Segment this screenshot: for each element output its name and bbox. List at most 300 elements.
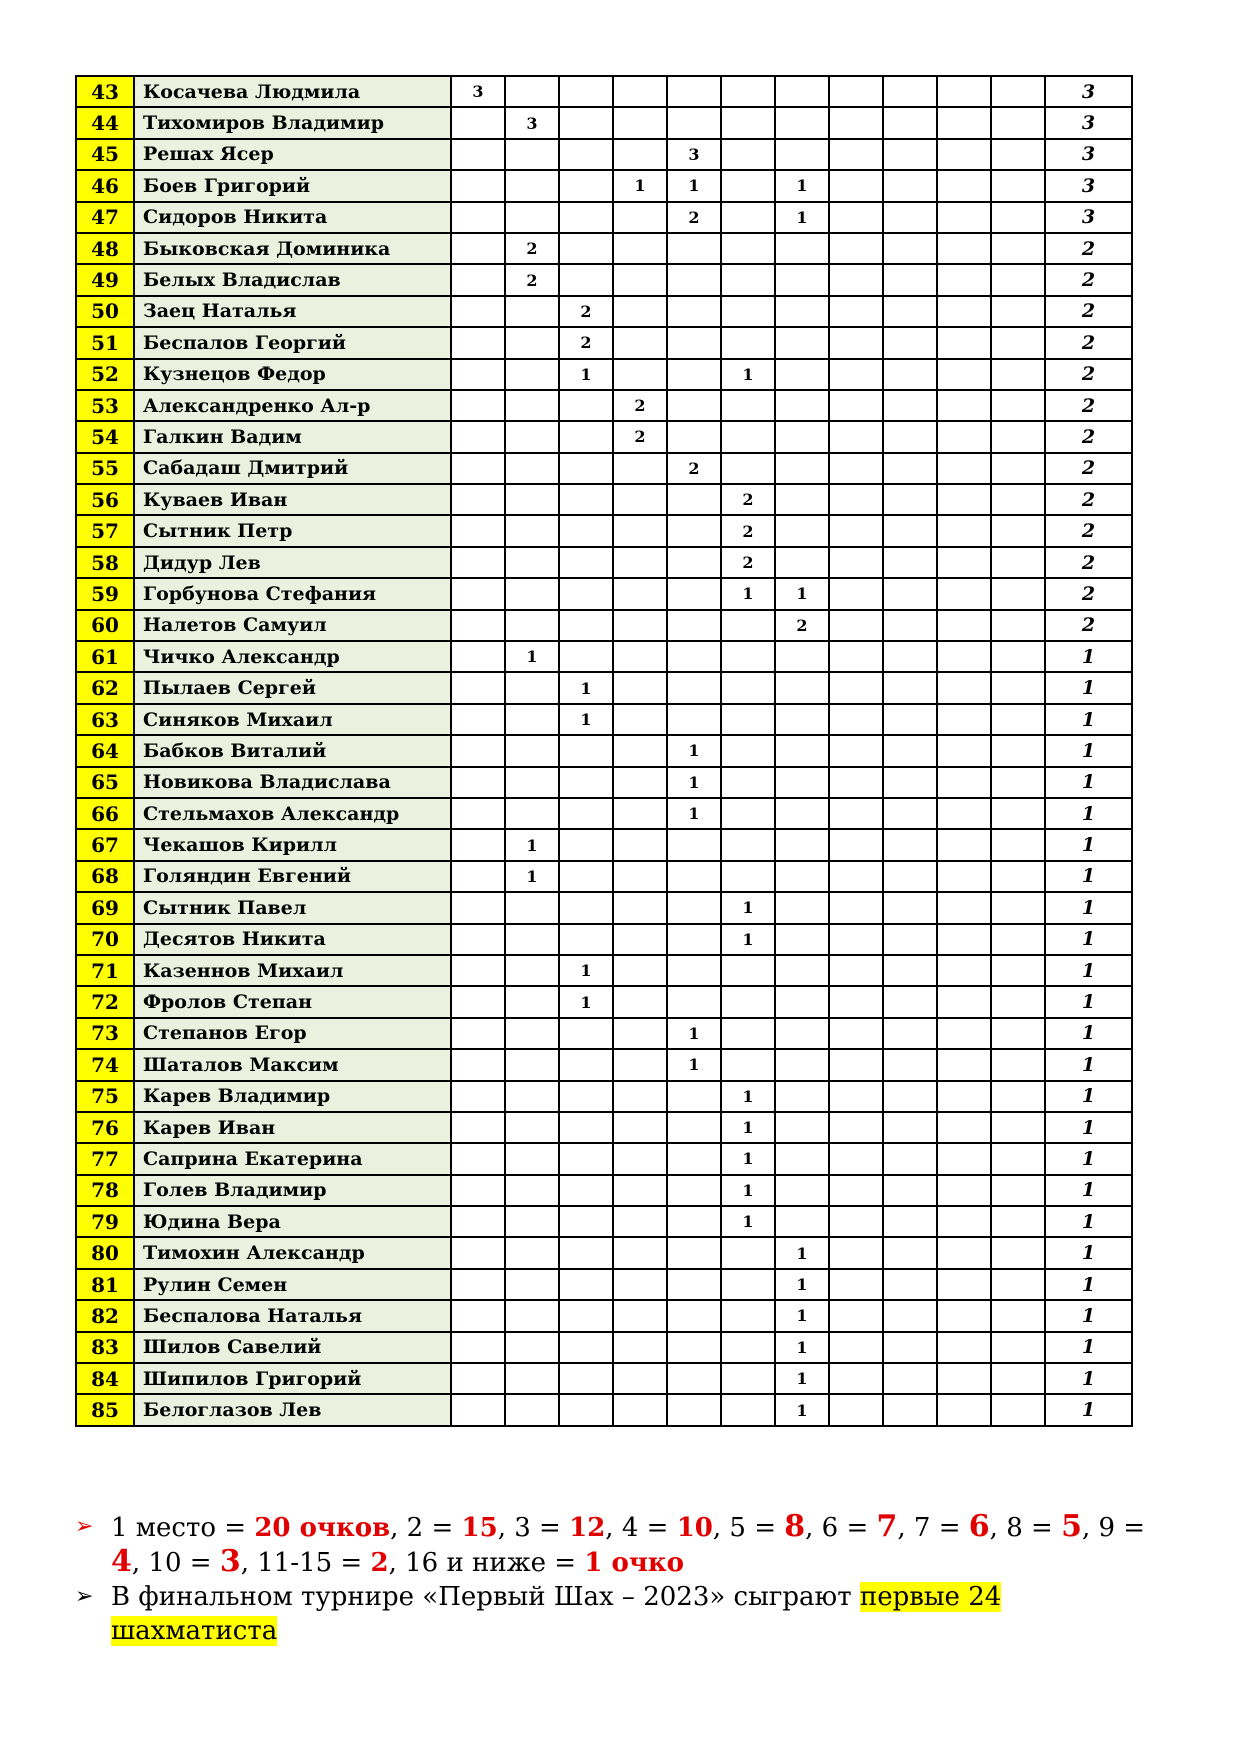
stage-points-cell [829,453,883,484]
stage-points-cell [829,1332,883,1363]
stage-points-cell [721,1269,775,1300]
stage-points-cell [721,107,775,138]
stage-points-cell [505,735,559,766]
place-cell: 77 [76,1143,134,1174]
table-row [76,515,1132,546]
stage-points-cell [937,1300,991,1331]
place-cell: 72 [76,986,134,1017]
standings-sheet [75,75,1133,1427]
table-row [76,327,1132,358]
stage-points-cell: 1 [613,170,667,201]
player-name-cell: Налетов Самуил [134,610,451,641]
stage-points-cell [451,1143,505,1174]
stage-points-cell [505,170,559,201]
stage-points-cell [559,233,613,264]
table-row [76,1332,1132,1363]
place-cell: 59 [76,578,134,609]
stage-points-cell [451,1206,505,1237]
table-row [76,672,1132,703]
stage-points-cell [829,107,883,138]
stage-points-cell: 2 [721,484,775,515]
stage-points-cell [829,1143,883,1174]
stage-points-cell [937,170,991,201]
stage-points-cell [451,861,505,892]
stage-points-cell [667,1237,721,1268]
stage-points-cell [883,1081,937,1112]
stage-points-cell [775,892,829,923]
stage-points-cell [667,296,721,327]
stage-points-cell [991,1175,1045,1206]
stage-points-cell [559,1269,613,1300]
stage-points-cell [451,735,505,766]
stage-points-cell [721,202,775,233]
stage-points-cell [505,986,559,1017]
stage-points-cell [505,1300,559,1331]
stage-points-cell [991,955,1045,986]
stage-points-cell: 2 [721,515,775,546]
stage-points-cell [451,1049,505,1080]
total-points-cell: 1 [1045,1049,1132,1080]
stage-points-cell: 2 [505,264,559,295]
stage-points-cell [505,610,559,641]
stage-points-cell [559,578,613,609]
stage-points-cell: 2 [667,453,721,484]
stage-points-cell [991,892,1045,923]
stage-points-cell [559,1237,613,1268]
stage-points-cell [667,1332,721,1363]
table-row [76,1237,1132,1268]
stage-points-cell [829,421,883,452]
player-name-cell: Белоглазов Лев [134,1394,451,1425]
total-points-cell: 1 [1045,1018,1132,1049]
stage-points-cell [451,515,505,546]
stage-points-cell [775,359,829,390]
stage-points-cell [451,704,505,735]
scoring-value: 5 [1061,1509,1082,1544]
total-points-cell: 1 [1045,704,1132,735]
total-points-cell: 1 [1045,672,1132,703]
stage-points-cell [613,515,667,546]
stage-points-cell: 2 [613,421,667,452]
stage-points-cell [937,359,991,390]
stage-points-cell [613,672,667,703]
stage-points-cell [937,1269,991,1300]
stage-points-cell [667,1269,721,1300]
stage-points-cell [505,139,559,170]
stage-points-cell [613,547,667,578]
stage-points-cell [559,1175,613,1206]
stage-points-cell [613,139,667,170]
stage-points-cell [829,892,883,923]
place-cell: 61 [76,641,134,672]
place-cell: 68 [76,861,134,892]
total-points-cell: 1 [1045,798,1132,829]
stage-points-cell: 1 [667,767,721,798]
stage-points-cell [829,170,883,201]
total-points-cell: 2 [1045,233,1132,264]
stage-points-cell [991,139,1045,170]
total-points-cell: 1 [1045,1175,1132,1206]
stage-points-cell [991,1049,1045,1080]
stage-points-cell [937,641,991,672]
stage-points-cell [559,1300,613,1331]
stage-points-cell [883,986,937,1017]
total-points-cell: 1 [1045,1237,1132,1268]
stage-points-cell [829,767,883,798]
stage-points-cell [883,610,937,641]
place-cell: 47 [76,202,134,233]
stage-points-cell [451,296,505,327]
stage-points-cell [829,1394,883,1425]
stage-points-cell [829,359,883,390]
place-cell: 60 [76,610,134,641]
stage-points-cell [829,1112,883,1143]
stage-points-cell [721,296,775,327]
stage-points-cell [937,202,991,233]
stage-points-cell [559,767,613,798]
stage-points-cell [559,1206,613,1237]
stage-points-cell: 1 [667,735,721,766]
player-name-cell: Голев Владимир [134,1175,451,1206]
stage-points-cell [937,610,991,641]
stage-points-cell [613,1206,667,1237]
total-points-cell: 1 [1045,1081,1132,1112]
stage-points-cell [883,390,937,421]
stage-points-cell [451,672,505,703]
stage-points-cell [883,1049,937,1080]
place-cell: 76 [76,1112,134,1143]
player-name-cell: Куваев Иван [134,484,451,515]
player-name-cell: Сидоров Никита [134,202,451,233]
stage-points-cell [559,139,613,170]
stage-points-cell [937,798,991,829]
stage-points-cell [775,955,829,986]
stage-points-cell [721,986,775,1017]
stage-points-cell: 1 [559,672,613,703]
stage-points-cell [613,76,667,107]
stage-points-cell [991,484,1045,515]
player-name-cell: Александренко Ал-р [134,390,451,421]
total-points-cell: 1 [1045,1143,1132,1174]
stage-points-cell [721,861,775,892]
stage-points-cell [505,1237,559,1268]
player-name-cell: Стельмахов Александр [134,798,451,829]
place-cell: 43 [76,76,134,107]
stage-points-cell [505,1175,559,1206]
stage-points-cell [667,264,721,295]
stage-points-cell [667,76,721,107]
stage-points-cell [613,1269,667,1300]
stage-points-cell: 1 [775,170,829,201]
player-name-cell: Боев Григорий [134,170,451,201]
place-cell: 67 [76,829,134,860]
stage-points-cell [451,1018,505,1049]
stage-points-cell [721,233,775,264]
table-row [76,986,1132,1017]
stage-points-cell [613,986,667,1017]
total-points-cell: 2 [1045,421,1132,452]
scoring-label: , 5 = [712,1513,785,1543]
stage-points-cell [991,547,1045,578]
player-name-cell: Чичко Александр [134,641,451,672]
stage-points-cell [667,1206,721,1237]
stage-points-cell [883,233,937,264]
stage-points-cell [775,986,829,1017]
stage-points-cell [937,421,991,452]
stage-points-cell [667,547,721,578]
stage-points-cell [559,735,613,766]
stage-points-cell [451,1363,505,1394]
stage-points-cell [667,327,721,358]
player-name-cell: Рулин Семен [134,1269,451,1300]
stage-points-cell [613,359,667,390]
stage-points-cell: 2 [559,327,613,358]
stage-points-cell [883,704,937,735]
table-row [76,1269,1132,1300]
total-points-cell: 1 [1045,892,1132,923]
stage-points-cell [451,139,505,170]
stage-points-cell [721,704,775,735]
stage-points-cell [883,1269,937,1300]
stage-points-cell [505,704,559,735]
stage-points-cell [559,547,613,578]
stage-points-cell [451,264,505,295]
stage-points-cell [721,327,775,358]
player-name-cell: Новикова Владислава [134,767,451,798]
stage-points-cell [937,672,991,703]
stage-points-cell [775,107,829,138]
stage-points-cell [505,515,559,546]
stage-points-cell: 1 [505,641,559,672]
player-name-cell: Решах Ясер [134,139,451,170]
stage-points-cell [937,327,991,358]
table-row [76,610,1132,641]
stage-points-cell [991,1332,1045,1363]
stage-points-cell [991,1081,1045,1112]
place-cell: 85 [76,1394,134,1425]
place-cell: 51 [76,327,134,358]
stage-points-cell [613,1175,667,1206]
stage-points-cell [937,1237,991,1268]
total-points-cell: 1 [1045,924,1132,955]
stage-points-cell: 1 [775,1300,829,1331]
total-points-cell: 2 [1045,453,1132,484]
total-points-cell: 1 [1045,861,1132,892]
table-row [76,1175,1132,1206]
place-cell: 62 [76,672,134,703]
stage-points-cell [505,76,559,107]
stage-points-cell [937,1332,991,1363]
stage-points-cell [559,421,613,452]
total-points-cell: 2 [1045,484,1132,515]
stage-points-cell [883,1112,937,1143]
stage-points-cell: 2 [667,202,721,233]
stage-points-cell [829,233,883,264]
total-points-cell: 3 [1045,170,1132,201]
final-highlight: первые 24 шахматиста [111,1582,1002,1646]
stage-points-cell [937,986,991,1017]
stage-points-cell [667,641,721,672]
stage-points-cell [829,1081,883,1112]
total-points-cell: 2 [1045,327,1132,358]
stage-points-cell: 1 [667,798,721,829]
stage-points-cell [775,735,829,766]
table-row [76,1394,1132,1425]
scoring-value: 3 [219,1544,241,1579]
table-row [76,484,1132,515]
stage-points-cell [883,359,937,390]
stage-points-cell [613,829,667,860]
player-name-cell: Карев Иван [134,1112,451,1143]
place-cell: 55 [76,453,134,484]
scoring-label: , 2 = [390,1513,462,1543]
stage-points-cell [559,515,613,546]
stage-points-cell [991,1143,1045,1174]
player-name-cell: Казеннов Михаил [134,955,451,986]
stage-points-cell: 1 [775,1269,829,1300]
player-name-cell: Шаталов Максим [134,1049,451,1080]
total-points-cell: 3 [1045,139,1132,170]
stage-points-cell [829,1049,883,1080]
stage-points-cell [613,1394,667,1425]
stage-points-cell [505,798,559,829]
stage-points-cell [721,798,775,829]
stage-points-cell: 2 [505,233,559,264]
stage-points-cell [667,107,721,138]
stage-points-cell [829,986,883,1017]
stage-points-cell [829,610,883,641]
stage-points-cell [667,1300,721,1331]
stage-points-cell [667,986,721,1017]
stage-points-cell [937,924,991,955]
total-points-cell: 1 [1045,1206,1132,1237]
stage-points-cell [613,767,667,798]
stage-points-cell [991,672,1045,703]
total-points-cell: 1 [1045,1300,1132,1331]
stage-points-cell [721,735,775,766]
stage-points-cell [613,798,667,829]
stage-points-cell [883,767,937,798]
stage-points-cell: 2 [721,547,775,578]
stage-points-cell [829,327,883,358]
total-points-cell: 1 [1045,955,1132,986]
player-name-cell: Сытник Павел [134,892,451,923]
stage-points-cell [721,170,775,201]
stage-points-cell [991,924,1045,955]
stage-points-cell [829,861,883,892]
stage-points-cell [721,672,775,703]
standings-table [75,75,1133,1427]
stage-points-cell [991,359,1045,390]
scoring-note [75,1510,1175,1580]
stage-points-cell [451,767,505,798]
stage-points-cell [991,735,1045,766]
scoring-value: 10 [676,1513,713,1543]
stage-points-cell [613,107,667,138]
scoring-value: 8 [784,1509,806,1544]
stage-points-cell [721,139,775,170]
stage-points-cell [505,547,559,578]
stage-points-cell [883,924,937,955]
stage-points-cell [451,1175,505,1206]
place-cell: 56 [76,484,134,515]
stage-points-cell [505,359,559,390]
stage-points-cell [829,641,883,672]
stage-points-cell [667,390,721,421]
stage-points-cell [829,390,883,421]
total-points-cell: 1 [1045,1112,1132,1143]
stage-points-cell [505,1081,559,1112]
stage-points-cell [721,1394,775,1425]
stage-points-cell [829,1269,883,1300]
stage-points-cell [451,327,505,358]
stage-points-cell [991,1112,1045,1143]
stage-points-cell [775,798,829,829]
player-name-cell: Карев Владимир [134,1081,451,1112]
stage-points-cell [451,1300,505,1331]
stage-points-cell [883,264,937,295]
stage-points-cell [991,1206,1045,1237]
scoring-label: , 10 = [131,1548,220,1578]
stage-points-cell: 1 [775,1237,829,1268]
stage-points-cell [559,1112,613,1143]
stage-points-cell [613,704,667,735]
scoring-value: 12 [569,1513,606,1543]
player-name-cell: Горбунова Стефания [134,578,451,609]
stage-points-cell: 2 [613,390,667,421]
notes-section [75,1510,1175,1648]
stage-points-cell [829,798,883,829]
stage-points-cell: 1 [721,1206,775,1237]
stage-points-cell [667,1363,721,1394]
scoring-value: 20 очков [254,1513,391,1543]
stage-points-cell [613,924,667,955]
stage-points-cell [613,1363,667,1394]
stage-points-cell: 1 [721,359,775,390]
stage-points-cell [505,1049,559,1080]
stage-points-cell [613,453,667,484]
stage-points-cell [775,421,829,452]
total-points-cell: 2 [1045,547,1132,578]
stage-points-cell [613,955,667,986]
stage-points-cell [667,421,721,452]
stage-points-cell [559,1049,613,1080]
player-name-cell: Косачева Людмила [134,76,451,107]
scoring-label: , 3 = [497,1513,570,1543]
stage-points-cell [613,578,667,609]
stage-points-cell [883,1237,937,1268]
stage-points-cell [937,892,991,923]
stage-points-cell [505,892,559,923]
stage-points-cell [613,296,667,327]
stage-points-cell [991,641,1045,672]
stage-points-cell [613,861,667,892]
stage-points-cell [451,107,505,138]
total-points-cell: 2 [1045,578,1132,609]
table-row [76,1206,1132,1237]
total-points-cell: 2 [1045,296,1132,327]
stage-points-cell [667,829,721,860]
stage-points-cell [937,1143,991,1174]
table-row [76,641,1132,672]
stage-points-cell [721,1018,775,1049]
stage-points-cell [883,296,937,327]
place-cell: 66 [76,798,134,829]
stage-points-cell [829,578,883,609]
stage-points-cell [559,202,613,233]
stage-points-cell [721,1363,775,1394]
stage-points-cell [883,421,937,452]
